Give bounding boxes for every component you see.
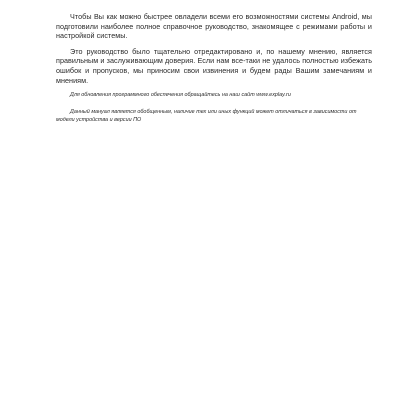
manual-generic-note: Данный мануал является обобщенным, наличие тех или иных функций может отличаться в зависимости от модели устройства и версии ПО (56, 109, 357, 124)
intro-paragraph: Чтобы Вы как можно быстрее овладели всеми его возможностями системы Android, мы подготовили наиболее полное справочное руководство, знакомящее с режимами работы и настройкой системы. (56, 12, 372, 41)
document-body (56, 12, 372, 124)
disclaimer-paragraph: Это руководство было тщательно отредактировано и, по нашему мнению, является правильным и заслуживающим доверия. Если нам все-таки не удалось полностью избежать ошибок и пропусков, мы приносим свои извинения и будем рады Вашим замечаниям и мнениям. (56, 46, 372, 85)
software-update-note: Для обновления программного обеспечения обращайтесь на наш сайт www.explay.ru (70, 92, 291, 99)
